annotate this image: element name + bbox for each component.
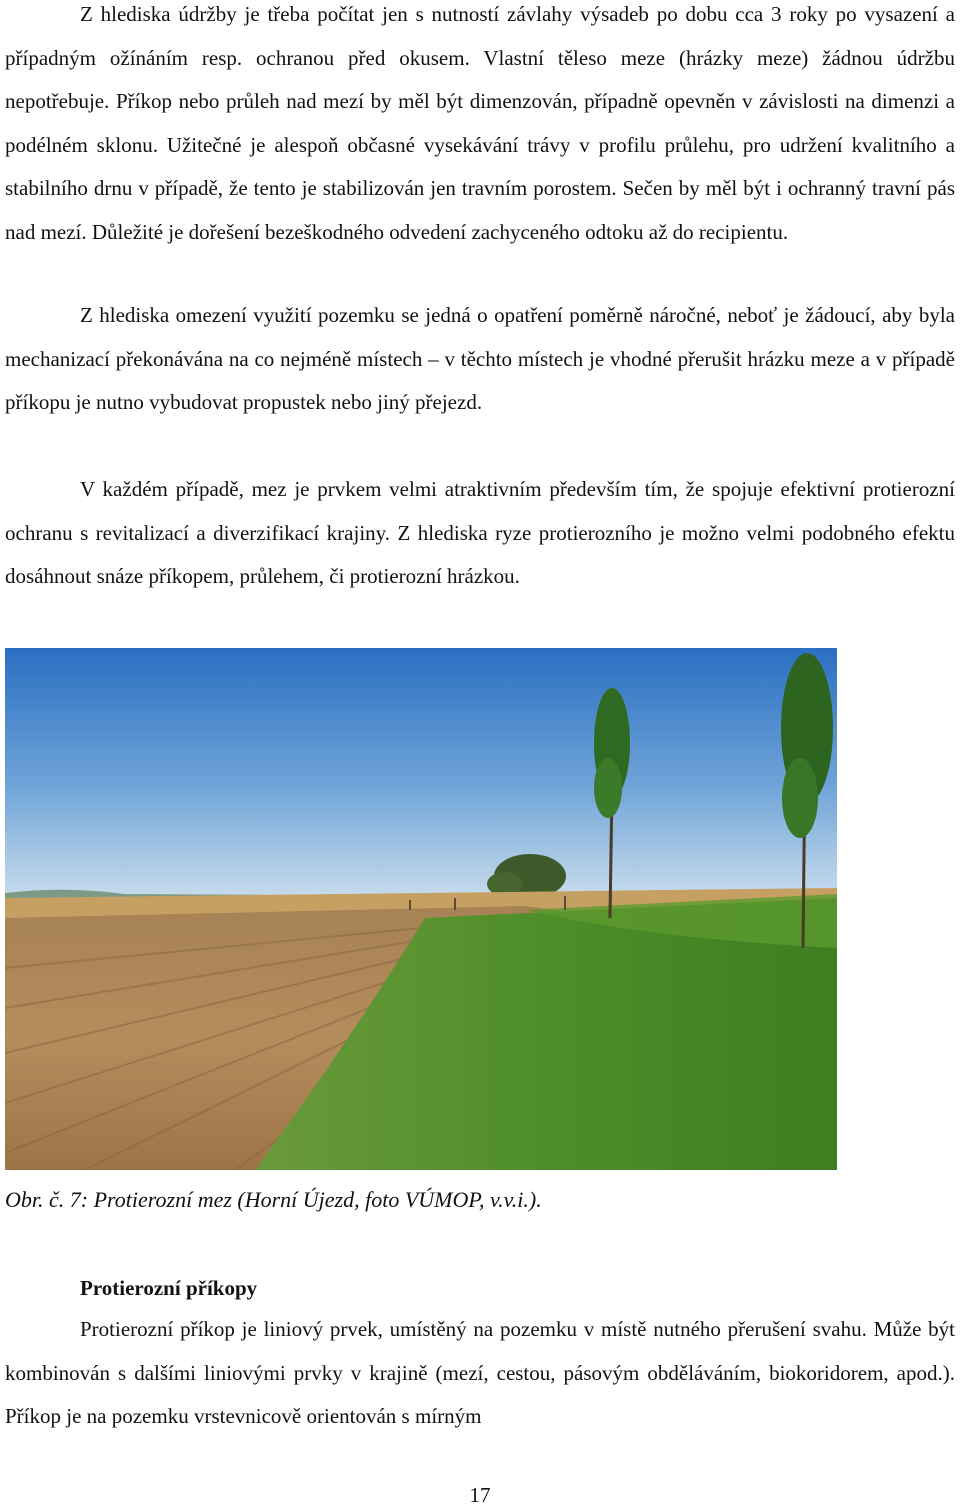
field-photo-illustration xyxy=(5,648,837,1170)
sky xyxy=(5,648,837,898)
paragraph-land-use: Z hlediska omezení využití pozemku se jedná o opatření poměrně náročné, neboť je žádoucí, aby byla mechanizací překonávána na co nejméně místech – v těchto místech je vhodné přerušit hrázku meze a v případě příkopu je nutno vybudovat propustek nebo jiný přejezd. xyxy=(5,303,955,415)
section-heading: Protierozní příkopy xyxy=(80,1276,258,1300)
paragraph-attractiveness: V každém případě, mez je prvkem velmi atraktivním především tím, že spojuje efektivní protierozní ochranu s revitalizací a diverzifikací krajiny. Z hlediska ryze protierozního je možno velmi podobného efektu dosáhnout snáze příkopem, průlehem, či protierozní hrázkou. xyxy=(5,477,955,589)
paragraph-erosion-ditch: Protierozní příkop je liniový prvek, umístěný na pozemku v místě nutného přerušení svahu. Může být kombinován s dalšími liniovými prvky v krajině (mezí, cestou, pásovým obděláváním, biokoridorem, apod.). Příkop je na pozemku vrstevnicově orientován s mírným xyxy=(5,1317,955,1429)
field-photo xyxy=(5,648,837,1170)
page-number: 17 xyxy=(469,1483,491,1507)
paragraph-maintenance: Z hlediska údržby je třeba počítat jen s nutností závlahy výsadeb po dobu cca 3 roky po vysazení a případným ožínáním resp. ochranou před okusem. Vlastní těleso meze (hrázky meze) žádnou údržbu nepotřebuje. Příkop nebo průleh nad mezí by měl být dimenzován, případně opevněn v závislosti na dimenzi a podélném sklonu. Užitečné je alespoň občasné vysekávání trávy v profilu průlehu, pro udržení kvalitního a stabilního drnu v případě, že tento je stabilizován jen travním porostem. Sečen by měl být i ochranný travní pás nad mezí. Důležité je dořešení bezeškodného odvedení zachyceného odtoku až do recipientu. xyxy=(5,2,955,244)
figure-caption: Obr. č. 7: Protierozní mez (Horní Újezd, foto VÚMOP, v.v.i.). xyxy=(5,1187,542,1212)
